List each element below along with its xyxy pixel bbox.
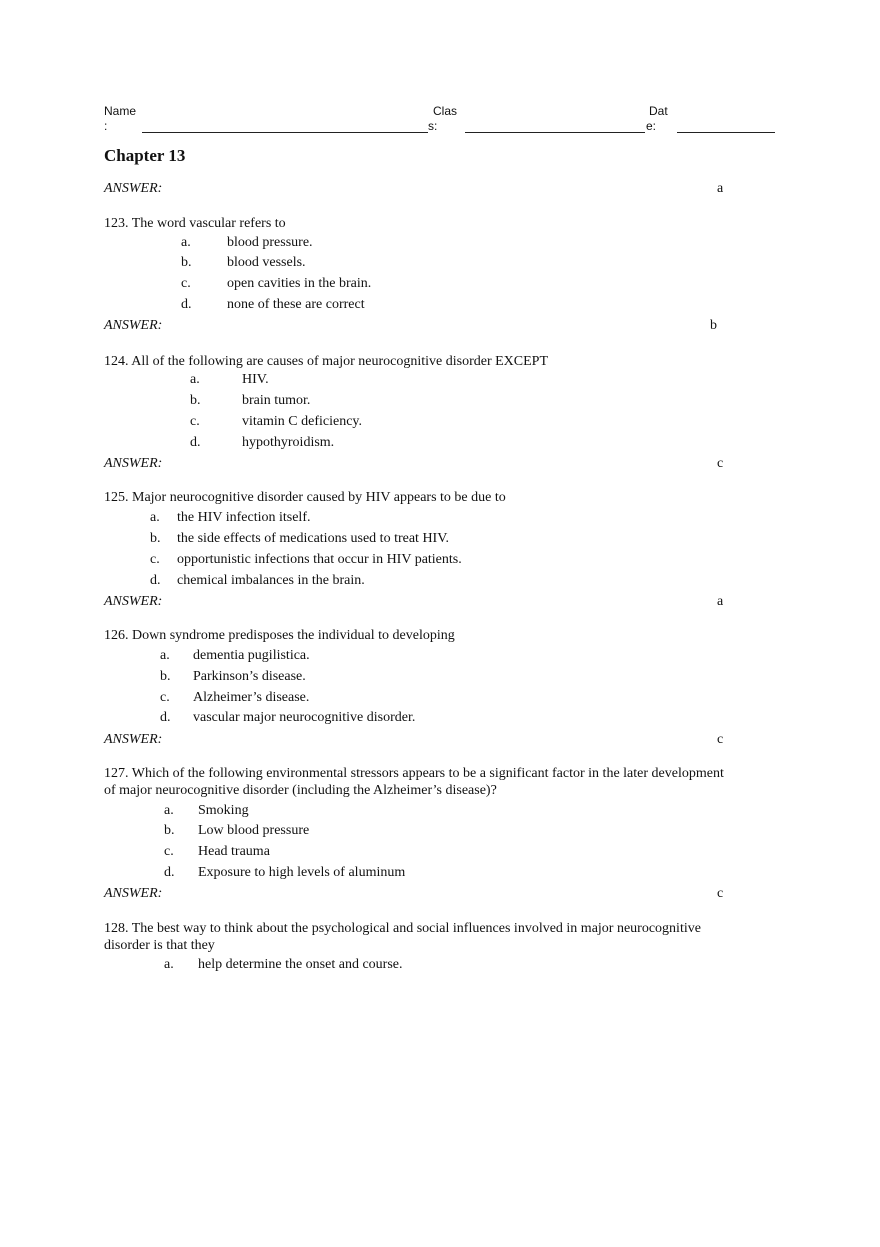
- name-field-line[interactable]: [142, 132, 428, 133]
- q125-option-c-text: opportunistic infections that occur in HIV patients.: [177, 552, 462, 567]
- q127-option-d-letter: d.: [164, 865, 175, 880]
- q126-option-b-text: Parkinson’s disease.: [193, 669, 306, 684]
- q126-option-a-text: dementia pugilistica.: [193, 648, 310, 663]
- q127-option-c-text: Head trauma: [198, 844, 270, 859]
- answer-label: ANSWER:: [104, 318, 163, 333]
- q126-option-c-letter: c.: [160, 690, 170, 705]
- class-label: Clas: [433, 104, 458, 118]
- q124-option-d-letter: d.: [190, 435, 201, 450]
- answer-value: a: [717, 594, 724, 609]
- q124-option-a-text: HIV.: [242, 372, 269, 387]
- question-127-text-line1: 127. Which of the following environmental stressors appears to be a significant factor in the later development: [104, 766, 724, 781]
- q126-option-c-text: Alzheimer’s disease.: [193, 690, 310, 705]
- q128-option-a-letter: a.: [164, 957, 174, 972]
- question-126-text: 126. Down syndrome predisposes the individual to developing: [104, 628, 455, 643]
- q123-option-b-text: blood vessels.: [227, 255, 306, 270]
- answer-label: ANSWER:: [104, 732, 163, 747]
- answer-value: b: [710, 318, 717, 333]
- q124-option-c-text: vitamin C deficiency.: [242, 414, 362, 429]
- name-label-colon: :: [104, 119, 108, 133]
- q126-option-d-letter: d.: [160, 710, 171, 725]
- q125-option-b-letter: b.: [150, 531, 161, 546]
- name-label: Name: [104, 104, 137, 118]
- q125-option-b-text: the side effects of medications used to treat HIV.: [177, 531, 450, 546]
- q127-option-a-letter: a.: [164, 803, 174, 818]
- q124-option-d-text: hypothyroidism.: [242, 435, 335, 450]
- q124-option-c-letter: c.: [190, 414, 200, 429]
- answer-label: ANSWER:: [104, 456, 163, 471]
- answer-value: c: [717, 732, 724, 747]
- q123-option-d-text: none of these are correct: [227, 297, 365, 312]
- q128-option-a-text: help determine the onset and course.: [198, 957, 403, 972]
- q127-option-b-letter: b.: [164, 823, 175, 838]
- q125-option-d-letter: d.: [150, 573, 161, 588]
- q127-option-b-text: Low blood pressure: [198, 823, 310, 838]
- q126-option-d-text: vascular major neurocognitive disorder.: [193, 710, 416, 725]
- q125-option-a-letter: a.: [150, 510, 160, 525]
- q123-option-b-letter: b.: [181, 255, 192, 270]
- q127-option-c-letter: c.: [164, 844, 174, 859]
- question-123-text: 123. The word vascular refers to: [104, 216, 286, 231]
- date-field-line[interactable]: [677, 132, 775, 133]
- answer-label: ANSWER:: [104, 181, 163, 196]
- question-128-text-line1: 128. The best way to think about the psychological and social influences involved in major neurocognitive: [104, 921, 701, 936]
- question-127-text-line2: of major neurocognitive disorder (including the Alzheimer’s disease)?: [104, 783, 497, 798]
- date-label-suffix: e:: [646, 119, 657, 133]
- chapter-title: Chapter 13: [104, 146, 186, 165]
- q123-option-a-letter: a.: [181, 235, 191, 250]
- q125-option-a-text: the HIV infection itself.: [177, 510, 311, 525]
- q126-option-b-letter: b.: [160, 669, 171, 684]
- class-field-line[interactable]: [465, 132, 645, 133]
- answer-label: ANSWER:: [104, 886, 163, 901]
- q123-option-a-text: blood pressure.: [227, 235, 313, 250]
- q127-option-d-text: Exposure to high levels of aluminum: [198, 865, 406, 880]
- q123-option-c-letter: c.: [181, 276, 191, 291]
- answer-value: c: [717, 886, 724, 901]
- q127-option-a-text: Smoking: [198, 803, 249, 818]
- q125-option-d-text: chemical imbalances in the brain.: [177, 573, 365, 588]
- answer-value: a: [717, 181, 724, 196]
- q124-option-b-letter: b.: [190, 393, 201, 408]
- q123-option-c-text: open cavities in the brain.: [227, 276, 372, 291]
- q123-option-d-letter: d.: [181, 297, 192, 312]
- date-label: Dat: [649, 104, 668, 118]
- question-128-text-line2: disorder is that they: [104, 938, 215, 953]
- q126-option-a-letter: a.: [160, 648, 170, 663]
- answer-label: ANSWER:: [104, 594, 163, 609]
- question-125-text: 125. Major neurocognitive disorder caused by HIV appears to be due to: [104, 490, 506, 505]
- q125-option-c-letter: c.: [150, 552, 160, 567]
- answer-value: c: [717, 456, 724, 471]
- q124-option-b-text: brain tumor.: [242, 393, 311, 408]
- question-124-text: 124. All of the following are causes of major neurocognitive disorder EXCEPT: [104, 354, 549, 369]
- q124-option-a-letter: a.: [190, 372, 200, 387]
- class-label-suffix: s:: [428, 119, 438, 133]
